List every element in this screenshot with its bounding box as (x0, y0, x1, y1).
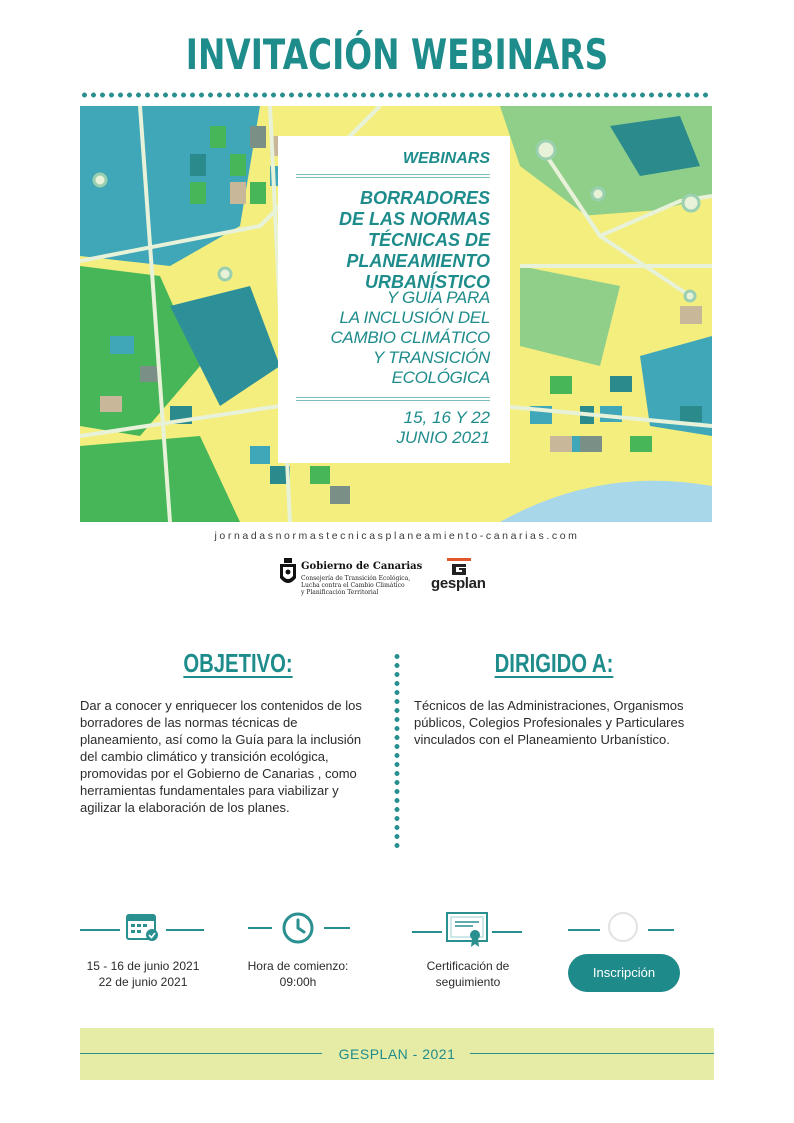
card-rule (296, 400, 490, 401)
vertical-dotted-divider (394, 652, 400, 852)
decorative-ring-icon (608, 912, 638, 942)
gobierno-crest-icon (278, 558, 298, 590)
card-bold-line: BORRADORES (359, 188, 490, 208)
card-date-line: JUNIO 2021 (396, 428, 490, 447)
certificate-icon (445, 911, 489, 949)
card-light-line: LA INCLUSIÓN DEL (339, 308, 490, 327)
dotted-divider (80, 92, 712, 98)
objetivo-text: Dar a conocer y enriquecer los contenidos de los borradores de las normas técnicas de planeamiento, así como la Guía para la inclusión del cambio climático y transición ecológica, promovidas por el Gobierno de Canarias , como herramientas fundamentales para viabilizar y agilizar la elaboración de los planes. (80, 698, 362, 815)
certificacion-line: Certificación de (426, 959, 510, 973)
info-line (324, 927, 350, 929)
card-date-line: 15, 16 Y 22 (403, 408, 490, 427)
page-title: INVITACIÓN WEBINARS (185, 30, 609, 79)
card-main-title (278, 188, 490, 293)
hora-line: Hora de comienzo: (247, 959, 349, 973)
info-line (248, 927, 272, 929)
info-line (648, 929, 674, 931)
info-line (492, 931, 522, 933)
dirigido-text: Técnicos de las Administraciones, Organismos públicos, Colegios Profesionales y Particulares vinculados con el Planeamiento Urbanístico. (414, 698, 685, 747)
calendar-icon (126, 912, 160, 942)
certificacion-line: seguimiento (435, 975, 501, 989)
card-bold-line: URBANÍSTICO (365, 272, 490, 292)
title-card (278, 136, 510, 463)
website-link[interactable]: jornadasnormastecnicasplaneamiento-canarias.com (214, 530, 580, 542)
info-line (412, 931, 442, 933)
card-light-line: ECOLÓGICA (391, 368, 490, 387)
footer-text: GESPLAN - 2021 (338, 1046, 456, 1062)
card-rule (296, 397, 490, 398)
dates-line: 15 - 16 de junio 2021 (86, 959, 200, 973)
gobierno-sub-line: y Planificación Territorial (301, 589, 379, 596)
hora-info (230, 958, 366, 990)
clock-icon (281, 911, 315, 945)
info-line (166, 929, 204, 931)
card-bold-line: TÉCNICAS DE (367, 230, 490, 250)
card-rule (296, 177, 490, 178)
card-label: WEBINARS (402, 150, 490, 167)
card-bold-line: PLANEAMIENTO (346, 251, 490, 271)
card-light-line: Y GUÍA PARA (386, 288, 490, 307)
gobierno-logo-title: Gobierno de Canarias (301, 561, 423, 572)
footer-band (80, 1028, 714, 1080)
inscripcion-button[interactable]: Inscripción (568, 954, 680, 992)
gesplan-logo-text: gesplan (431, 575, 486, 592)
dirigido-heading: DIRIGIDO A: (494, 648, 614, 678)
gobierno-sub-line: Lucha contra el Cambio Climático (301, 582, 405, 589)
card-subtitle (278, 288, 490, 388)
hora-line: 09:00h (279, 975, 317, 989)
card-dates (278, 408, 490, 448)
card-bold-line: DE LAS NORMAS (338, 209, 490, 229)
objetivo-heading: OBJETIVO: (183, 648, 293, 678)
gobierno-logo-subtitle (301, 575, 410, 596)
dates-info (72, 958, 214, 990)
dates-line: 22 de junio 2021 (98, 975, 188, 989)
certificacion-info (398, 958, 538, 990)
card-light-line: Y TRANSICIÓN (373, 348, 490, 367)
card-rule (296, 174, 490, 175)
info-line (80, 929, 120, 931)
info-line (568, 929, 600, 931)
gobierno-sub-line: Consejería de Transición Ecológica, (301, 575, 411, 582)
card-light-line: CAMBIO CLIMÁTICO (330, 328, 490, 347)
